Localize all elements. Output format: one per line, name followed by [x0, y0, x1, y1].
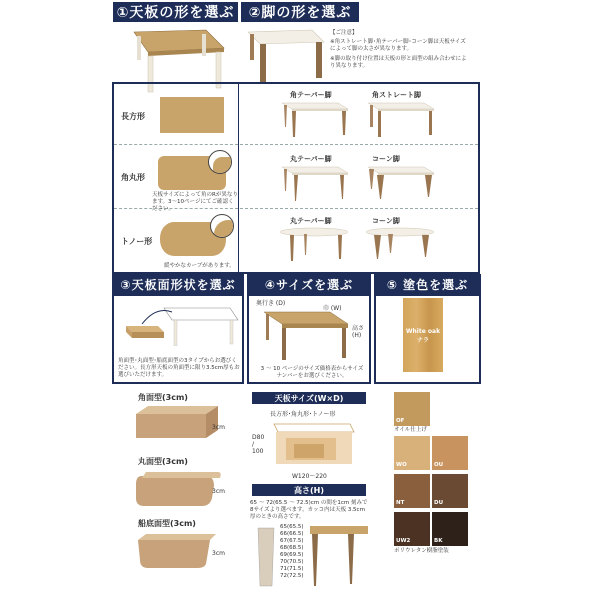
height-size-3: 68(68.5) — [280, 545, 304, 551]
height-leg-illustration — [252, 524, 368, 594]
color-oak-label — [403, 328, 443, 344]
shape-tono-label: トノー形 — [121, 237, 153, 246]
edge-type-3[interactable] — [116, 514, 244, 576]
height-desc: 65 ～ 72(65.5 ～ 72.5)cm の間を1cm 刻みで8サイズより選べます。カッコ内は天板 3.5cm 厚のときの高さです。 — [250, 500, 368, 520]
note-line-1: ※角ストレート脚･角テーパー脚･コーン脚は天板サイズによって脚の太さが異なります。 — [330, 39, 466, 52]
height-size-6: 71(71.5) — [280, 566, 304, 572]
leg-cone-illustration[interactable] — [362, 163, 436, 207]
swatch-bk-code: BK — [434, 538, 443, 544]
row-divider-4 — [240, 208, 478, 209]
swatch-wo-code: WO — [396, 462, 407, 468]
edge-type-2-name: 丸面型(3cm) — [138, 457, 188, 466]
leg-kaku-straight-label: 角ストレート脚 — [372, 91, 421, 99]
note-line-2: ※脚の取り付け位置は天板の形と面型の組み合わせにより異なります。 — [330, 56, 467, 69]
color-oak-label-2: ナラ — [416, 337, 429, 344]
shape-rect-label: 長方形 — [121, 112, 145, 121]
shape-rect-swatch[interactable] — [160, 97, 224, 133]
leg-cone-label-2: コーン脚 — [372, 217, 400, 225]
height-size-4: 69(69.5) — [280, 552, 304, 558]
section-3-header: ③天板面形状を選ぶ — [112, 274, 244, 294]
size-depth-label: 奥行き (D) — [256, 300, 286, 307]
shape-round-note: 天板サイズによって角のRが異なります。3～10ページにてご確認ください。 — [152, 192, 238, 212]
leg-cone-label: コーン脚 — [372, 155, 400, 163]
top-size-depth-range: D80 / 100 — [252, 434, 265, 455]
edge-illustration — [122, 302, 240, 350]
section-1-header: ①天板の形を選ぶ — [113, 2, 238, 22]
edge-type-1[interactable] — [116, 388, 244, 448]
swatch-of-note: オイル仕上げ — [394, 427, 427, 433]
section-4-header: ④サイズを選ぶ — [247, 274, 371, 294]
height-size-7: 72(72.5) — [280, 573, 304, 579]
row-divider-3 — [240, 144, 478, 145]
leg-cone-illustration-2[interactable] — [362, 225, 436, 269]
swatch-of-code: OF — [396, 418, 405, 424]
note-title: 【ご注意】 — [330, 30, 358, 36]
height-size-0: 65(65.5) — [280, 524, 304, 530]
section-5-header: ⑤ 塗色を選ぶ — [374, 274, 481, 294]
edge-type-2[interactable] — [116, 450, 244, 512]
swatch-nt-code: NT — [396, 500, 405, 506]
leg-note — [330, 30, 470, 70]
top-size-width-range: W120～220 — [292, 473, 327, 480]
leg-kaku-taper-label: 角テーパー脚 — [290, 91, 332, 99]
leg-kaku-taper-illustration[interactable] — [276, 99, 350, 143]
size-note: 3 ～ 10 ページのサイズ価格表からサイズナンバーをお選びください。 — [260, 366, 364, 379]
row-divider-1 — [114, 144, 238, 145]
leg-maru-taper-illustration-2[interactable] — [276, 225, 350, 269]
swatch-panel — [390, 390, 474, 570]
leg-top-illustration — [242, 24, 328, 84]
shape-round-zoom — [208, 150, 232, 174]
swatch-ou-code: OU — [434, 462, 444, 468]
edge-note: 角面型･丸面型･船底面型の3タイプからお選びください。長方形天板の角面型に限り3.5cm厚もお選びいただけます。 — [118, 358, 240, 378]
poly-note: ポリウレタン樹脂塗装 — [394, 548, 449, 554]
swatch-du-code: DU — [434, 500, 444, 506]
edge-type-3-name: 船底面型(3cm) — [138, 519, 196, 528]
swatch-uw2-code: UW2 — [396, 538, 411, 544]
size-illustration — [258, 306, 352, 366]
shape-round-label: 角丸形 — [121, 173, 145, 182]
size-height-label: 高さ (H) — [352, 325, 365, 339]
edge-type-3-dim: 3cm — [212, 550, 225, 557]
height-size-5: 70(70.5) — [280, 559, 304, 565]
shape-tono-note: 緩やかなカーブがあります。 — [164, 263, 235, 269]
leg-maru-taper-illustration[interactable] — [276, 163, 350, 207]
shape-panel-divider — [238, 84, 239, 272]
edge-type-1-dim: 3cm — [212, 424, 225, 431]
shape-tono-zoom — [210, 214, 234, 238]
height-bar: 高さ(H) — [252, 484, 366, 496]
height-size-2: 67(67.5) — [280, 538, 304, 544]
leg-maru-taper-label-2: 丸テーパー脚 — [290, 217, 332, 225]
height-size-1: 66(66.5) — [280, 531, 304, 537]
leg-kaku-straight-illustration[interactable] — [362, 99, 436, 143]
section-2-header: ②脚の形を選ぶ — [241, 2, 359, 22]
leg-maru-taper-label: 丸テーパー脚 — [290, 155, 332, 163]
edge-type-1-name: 角面型(3cm) — [138, 393, 188, 402]
edge-type-2-dim: 3cm — [212, 488, 225, 495]
top-size-bar: 天板サイズ(W×D) — [252, 392, 366, 404]
size-width-label: 巾 (W) — [323, 305, 342, 312]
top-size-illustration — [270, 418, 356, 472]
color-oak-label-1: White oak — [405, 328, 441, 335]
top-size-shapes-label: 長方形･角丸形･トノー形 — [270, 411, 336, 418]
